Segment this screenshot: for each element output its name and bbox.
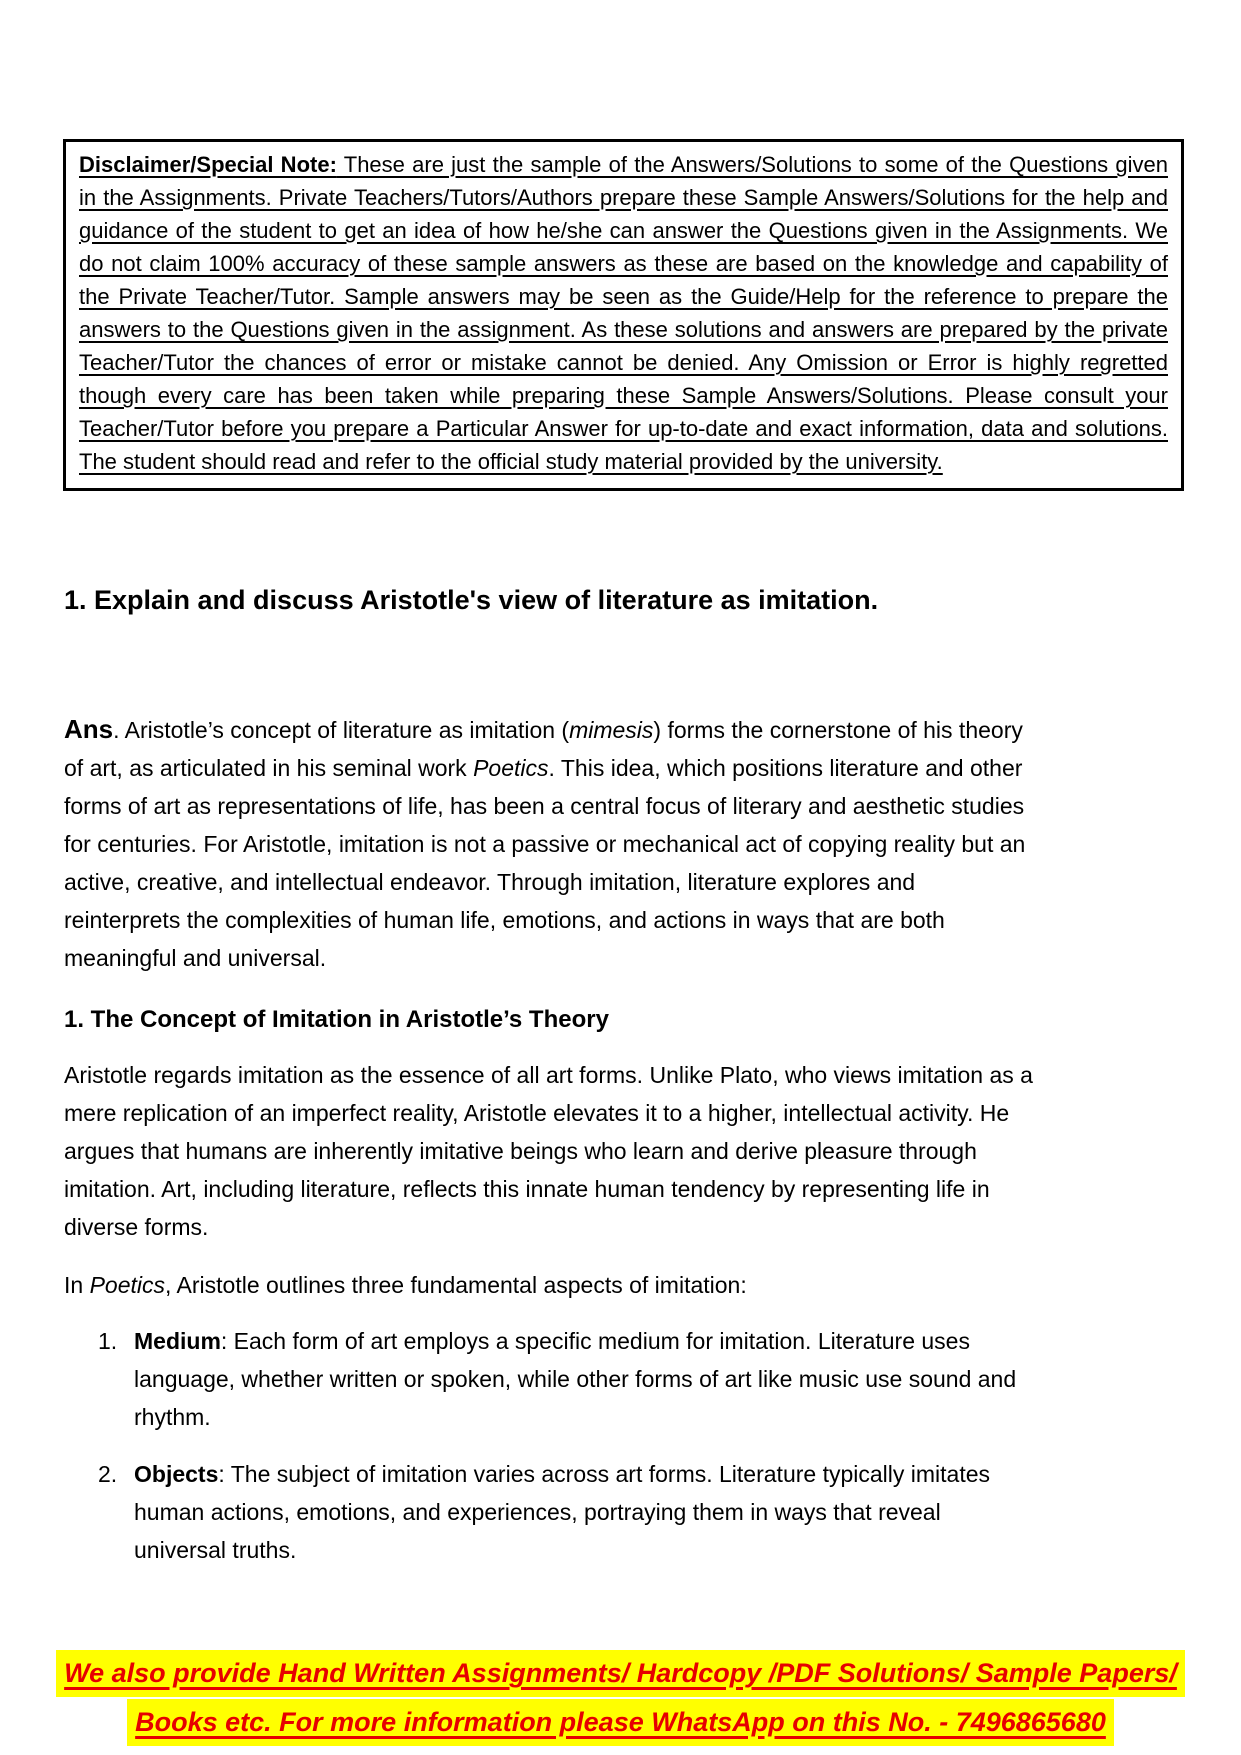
section-paragraph: Aristotle regards imitation as the essence of all art forms. Unlike Plato, who views imitation as a mere replication of an imperfect reality, Aristotle elevates it to a higher, intellectual activity. He argues that humans are inherently imitative beings who learn and derive pleasure through imitation. Art, including literature, reflects this innate human tendency by representing life in diverse forms. [64, 1062, 1033, 1240]
answer-intro-run-3: . This idea, which positions literature and other forms of art as representations of life, has been a central focus of literary and aesthetic studies for centuries. For Aristotle, imitation is not a passive or mechanical act of copying reality but an active, creative, and intellectual endeavor. Through imitation, literature explores and reinterprets the complexities of human life, emotions, and actions in ways that are both meaningful and universal. [64, 755, 1026, 971]
list-intro-run-2: , Aristotle outlines three fundamental aspects of imitation: [165, 1272, 747, 1298]
disclaimer-paragraph [79, 148, 1168, 478]
list-item-number: 1. [98, 1328, 118, 1354]
disclaimer-label: Disclaimer/Special Note: [79, 152, 337, 177]
answer-intro-run-1: . Aristotle’s concept of literature as imitation ( [113, 717, 570, 743]
disclaimer-body-text: These are just the sample of the Answers/Solutions to some of the Questions given in the Assignments. Private Teachers/Tutors/Authors prepare these Sample Answers/Solutions for the help and guidance of the student to get an idea of how he/she can answer the Questions given in the Assignments. We do not claim 100% accuracy of these sample answers as these are based on the knowledge and capability of the Private Teacher/Tutor. Sample answers may be seen as the Guide/Help for the reference to prepare the answers to the Questions given in the assignment. As these solutions and answers are prepared by the private Teacher/Tutor the chances of error or mistake cannot be denied. Any Omission or Error is highly regretted though every care has been taken while preparing these Sample Answers/Solutions. Please consult your Teacher/Tutor before you prepare a Particular Answer for up-to-date and exact information, data and solutions. The student should read and refer to the official study material provided by the university. [79, 152, 1168, 474]
list-item-text: : Each form of art employs a specific medium for imitation. Literature uses language, whether written or spoken, while other forms of art like music use sound and rhythm. [134, 1328, 1017, 1430]
imitation-aspects-list [98, 1322, 1038, 1588]
ans-label: Ans [64, 714, 114, 744]
list-item-medium [98, 1322, 1038, 1436]
list-item-term: Objects [134, 1461, 219, 1487]
list-intro-paragraph [64, 1266, 1034, 1304]
answer-intro-run-2: ) forms the cornerstone of his theory of art, as articulated in his seminal work [64, 717, 1023, 781]
poetics-italic: Poetics [473, 755, 549, 781]
list-intro-run-1: In [64, 1272, 90, 1298]
list-item-body [134, 1322, 1038, 1436]
promo-line-2: Books etc. For more information please WhatsApp on this No. - 7496865680 [127, 1699, 1114, 1746]
promo-line-1-wrap [0, 1650, 1241, 1697]
disclaimer-box [63, 139, 1184, 491]
list-item-term: Medium [134, 1328, 221, 1354]
section-heading: 1. The Concept of Imitation in Aristotle’s Theory [64, 1006, 609, 1033]
question-heading: 1. Explain and discuss Aristotle's view of literature as imitation. [64, 585, 879, 615]
list-item-body [134, 1455, 1038, 1569]
footer-promo [0, 1650, 1241, 1748]
answer-intro-paragraph [64, 710, 1034, 977]
list-item-objects [98, 1455, 1038, 1569]
promo-line-2-wrap [0, 1699, 1241, 1746]
promo-line-1: We also provide Hand Written Assignments/ Hardcopy /PDF Solutions/ Sample Papers/ [56, 1650, 1185, 1697]
list-item-number: 2. [98, 1461, 118, 1487]
list-item-text: : The subject of imitation varies across art forms. Literature typically imitates human actions, emotions, and experiences, portraying them in ways that reveal universal truths. [134, 1461, 991, 1563]
poetics-italic-2: Poetics [89, 1272, 166, 1298]
mimesis-italic: mimesis [569, 717, 654, 743]
